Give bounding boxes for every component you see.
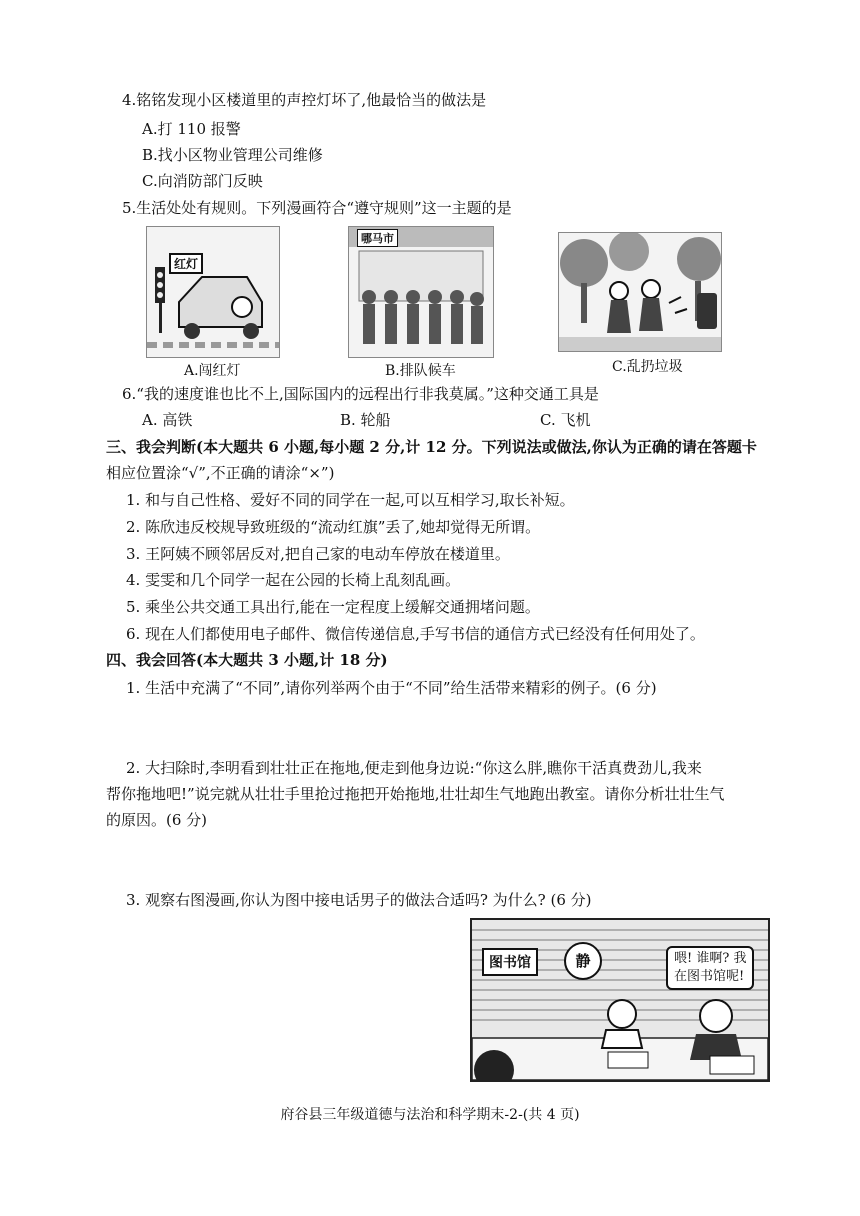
q4-option-c: C.向消防部门反映 [142,172,263,190]
cartoon-queue-image [348,226,494,358]
cartoon-litter-image [558,232,722,352]
red-light-illustration [147,227,279,357]
answer-question-2-line3: 的原因。(6 分) [106,811,208,829]
q4-option-b: B.找小区物业管理公司维修 [142,146,323,164]
q4-option-a: A.打 110 报警 [142,120,241,138]
library-illustration [472,920,768,1080]
answer-question-3: 3. 观察右图漫画,你认为图中接电话男子的做法合适吗? 为什么? (6 分) [126,891,592,909]
cartoon-red-light-image [146,226,280,358]
q5-caption-a: A.闯红灯 [184,363,241,379]
section-3-title-cont: 相应位置涂“√”,不正确的请涂“×”) [106,464,335,482]
q6-option-a: A. 高铁 [142,411,193,429]
judgment-item-2: 2. 陈欣违反校规导致班级的“流动红旗”丢了,她却觉得无所谓。 [126,518,541,536]
judgment-item-6: 6. 现在人们都使用电子邮件、微信传递信息,手写书信的通信方式已经没有任何用处了。 [126,625,705,643]
red-light-sign: 红灯 [169,253,203,274]
judgment-item-4: 4. 雯雯和几个同学一起在公园的长椅上乱刻乱画。 [126,571,461,589]
library-sign: 图书馆 [482,948,538,976]
section-4-title: 四、我会回答(本大题共 3 小题,计 18 分) [106,651,388,669]
speech-line-1: 喂! 谁啊? 我 [674,951,747,966]
judgment-item-1: 1. 和与自己性格、爱好不同的同学在一起,可以互相学习,取长补短。 [126,491,575,509]
q6-option-b: B. 轮船 [340,411,391,429]
q6-stem: 6.“我的速度谁也比不上,国际国内的远程出行非我莫属。”这种交通工具是 [122,385,599,403]
judgment-item-5: 5. 乘坐公共交通工具出行,能在一定程度上缓解交通拥堵问题。 [126,598,540,616]
library-phone-cartoon [470,918,770,1082]
litter-illustration [559,233,721,351]
q4-stem: 4.铭铭发现小区楼道里的声控灯坏了,他最恰当的做法是 [122,91,487,109]
q6-option-c: C. 飞机 [540,411,591,429]
quiet-sign: 静 [564,942,602,980]
speech-line-2: 在图书馆呢! [674,969,745,984]
q5-caption-b: B.排队候车 [385,363,456,379]
q5-caption-c: C.乱扔垃圾 [612,359,683,375]
station-sign: 哪马市 [357,229,398,247]
judgment-item-3: 3. 王阿姨不顾邻居反对,把自己家的电动车停放在楼道里。 [126,545,510,563]
section-3-title: 三、我会判断(本大题共 6 小题,每小题 2 分,计 12 分。下列说法或做法,你认为正确的请在答题卡 [106,438,757,456]
phone-speech-bubble [666,946,754,990]
answer-question-2-line2: 帮你拖地吧!”说完就从壮壮手里抢过拖把开始拖地,壮壮却生气地跑出教室。请你分析壮壮生气 [106,785,725,803]
q5-stem: 5.生活处处有规则。下列漫画符合“遵守规则”这一主题的是 [122,199,512,217]
answer-question-2-line1: 2. 大扫除时,李明看到壮壮正在拖地,便走到他身边说:“你这么胖,瞧你干活真费劲儿,我来 [126,759,702,777]
page-footer: 府谷县三年级道德与法治和科学期末-2-(共 4 页) [280,1107,580,1123]
answer-question-1: 1. 生活中充满了“不同”,请你列举两个由于“不同”给生活带来精彩的例子。(6 分) [126,679,657,697]
